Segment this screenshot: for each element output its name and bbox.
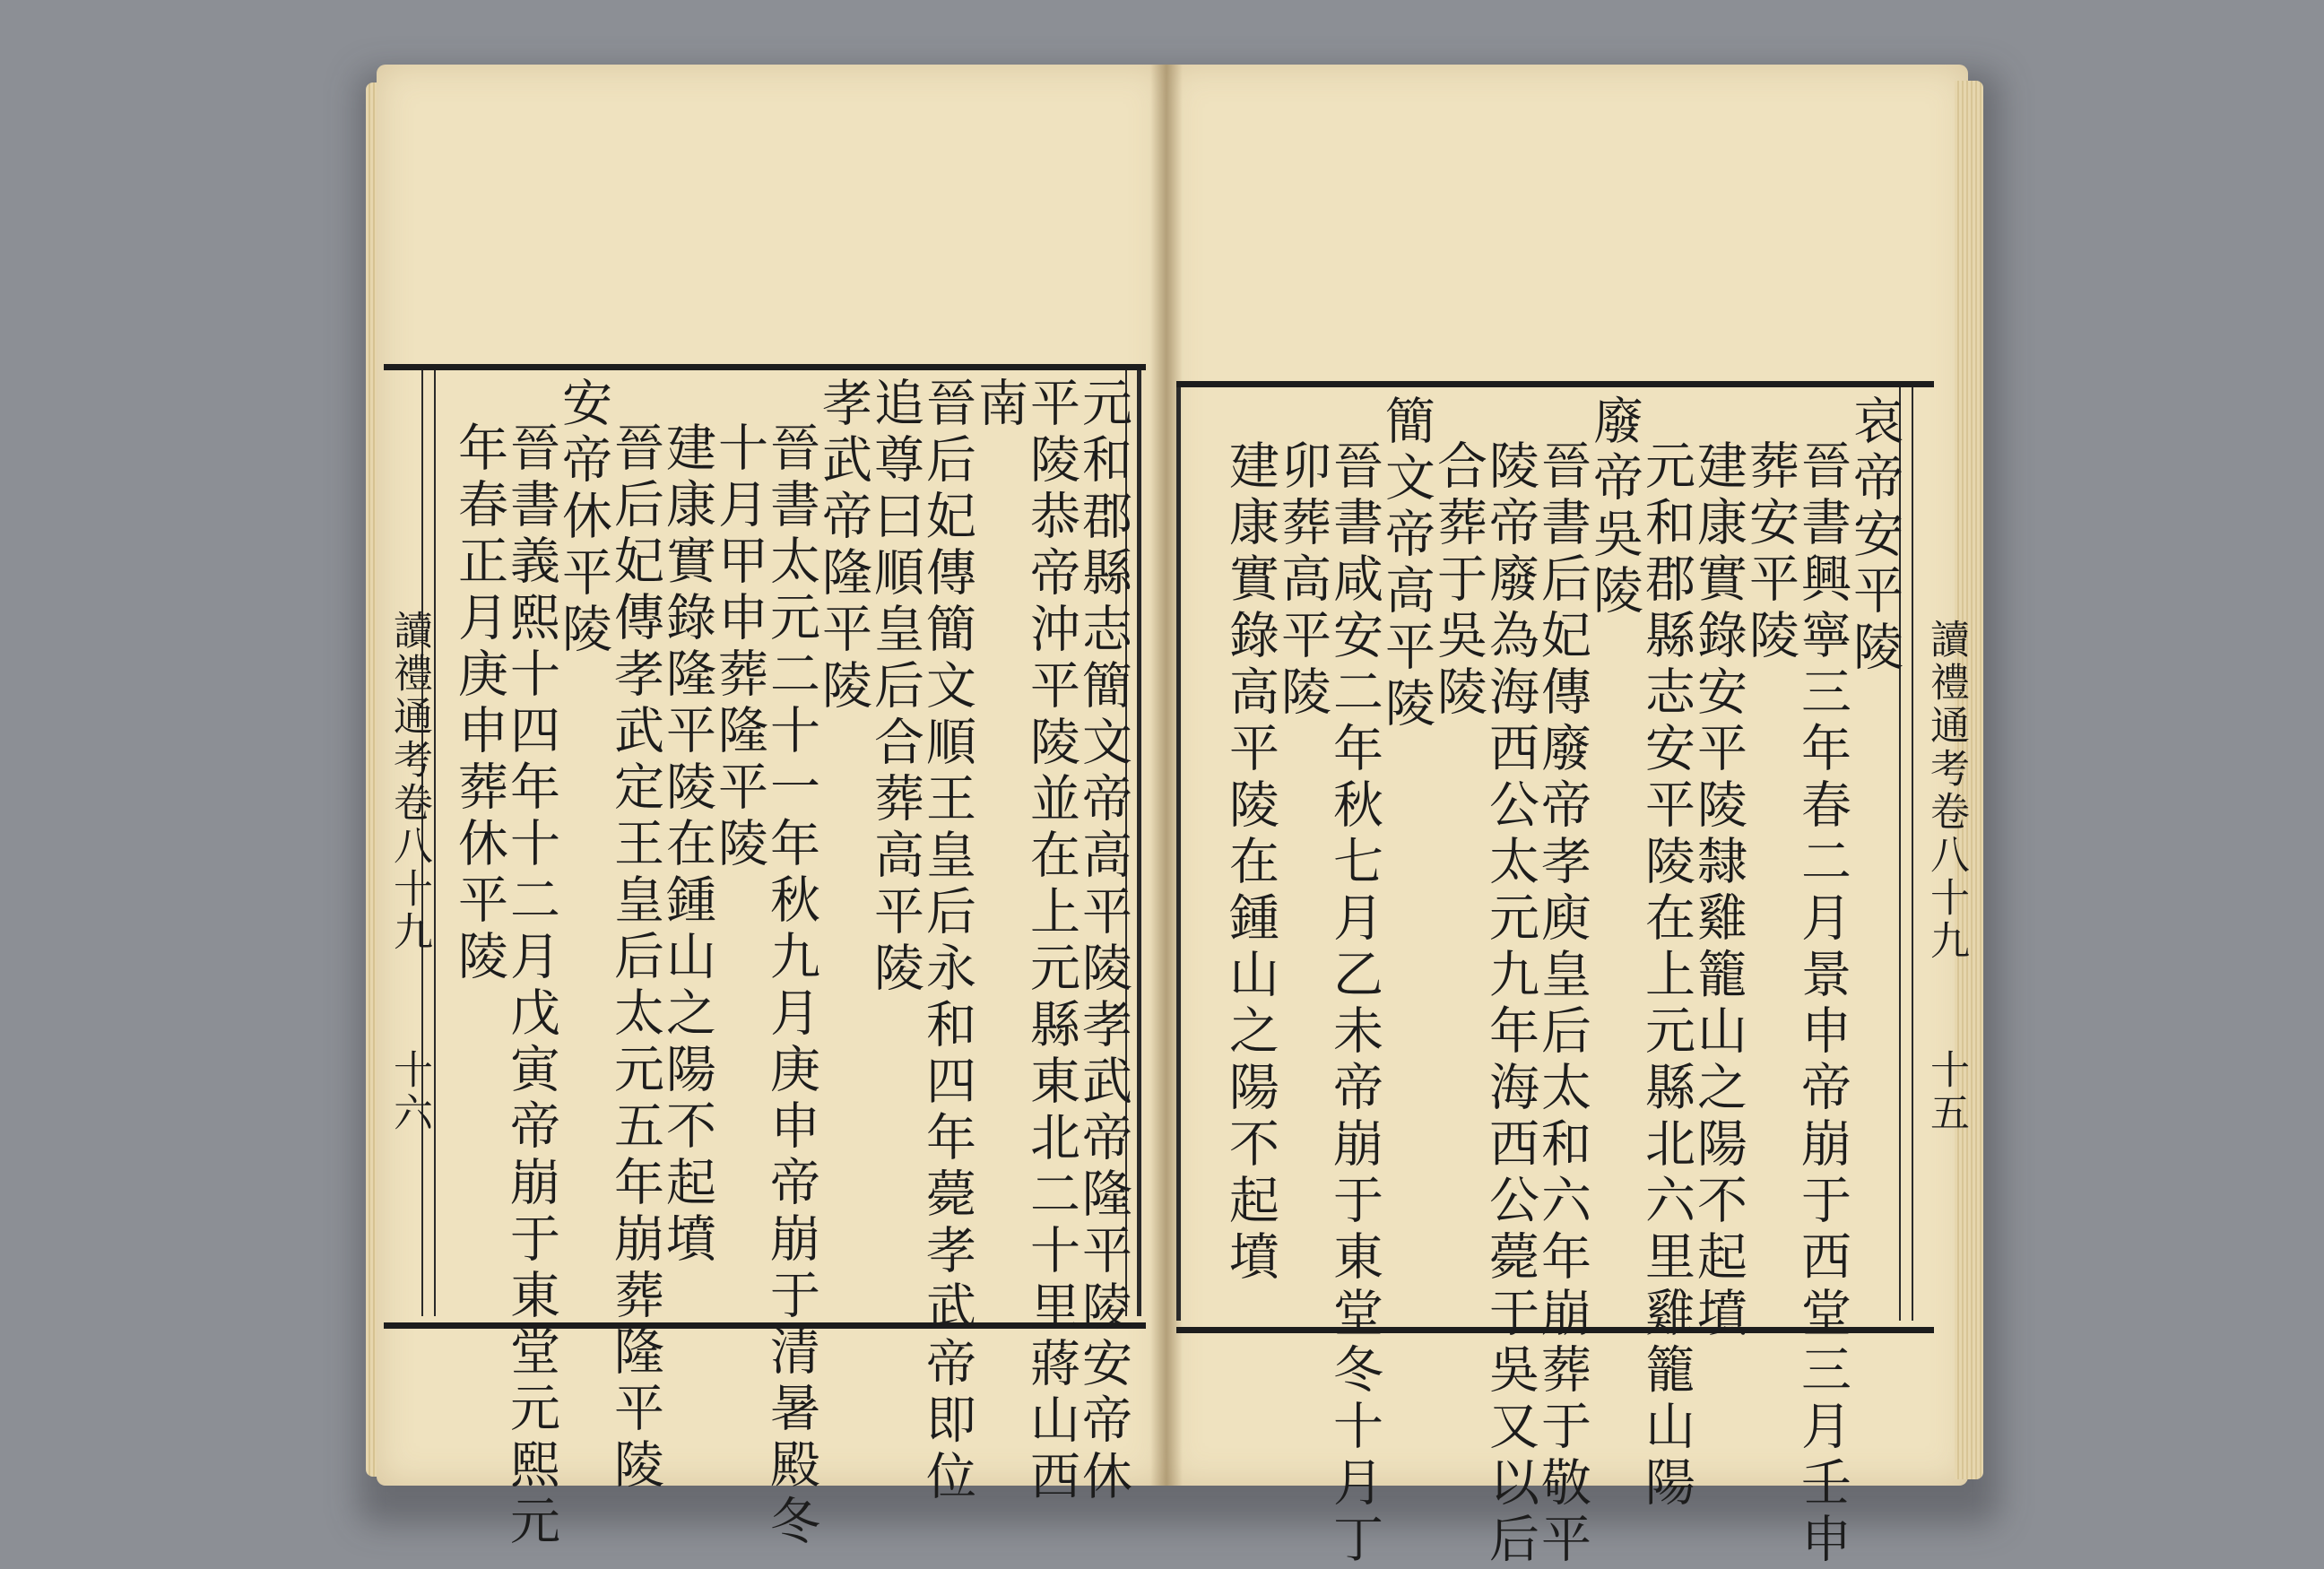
text-column: 晉書太元二十一年秋九月庚申帝崩于清暑殿冬 [762,421,820,1551]
text-column: 追尊曰順皇后合葬高平陵 [866,377,924,998]
text-column: 南 [970,377,1028,433]
text-column: 晉書后妃傳廢帝孝庾皇后太和六年崩葬于敬平 [1533,439,1591,1569]
text-column: 晉書興寧三年春二月景申帝崩于西堂三月壬申 [1793,439,1851,1569]
text-column: 合葬于吳陵 [1429,439,1487,722]
text-column: 晉后妃傳簡文順王皇后永和四年薨孝武帝即位 [918,377,976,1506]
section-heading: 哀帝安平陵 [1845,394,1903,677]
text-column: 晉書義熙十四年十二月戊寅帝崩于東堂元熙元 [502,421,560,1551]
section-heading: 簡文帝高平陵 [1377,394,1435,733]
right-outer-rule [1176,387,1181,1321]
text-column: 陵帝廢為海西公太元九年海西公薨于吳又以后 [1481,439,1539,1569]
folio-number: 十六 [386,1049,432,1135]
text-column: 十月甲申葬隆平陵 [710,421,768,873]
text-column: 建康實錄安平陵隸雞籠山之陽不起墳 [1689,439,1747,1343]
text-column: 晉書咸安二年秋七月乙未帝崩于東堂冬十月丁 [1325,439,1383,1569]
text-column: 元和郡縣志安平陵在上元縣北六里雞籠山陽 [1637,439,1695,1513]
section-heading: 孝武帝隆平陵 [814,377,872,715]
text-column: 葬安平陵 [1741,439,1799,665]
text-column: 平陵恭帝沖平陵並在上元縣東北二十里蔣山西 [1022,377,1080,1506]
text-column: 建康實錄高平陵在鍾山之陽不起墳 [1221,439,1279,1287]
fold-margin-title: 讀禮通考卷八十九 [386,610,432,954]
text-column: 元和郡縣志簡文帝高平陵孝武帝隆平陵安帝休 [1074,377,1132,1506]
section-heading: 安帝休平陵 [554,377,612,659]
left-outer-rule [1137,370,1141,1316]
right-fold-rule-2 [1912,387,1913,1321]
text-column: 建康實錄隆平陵在鍾山之陽不起墳 [658,421,716,1269]
text-column: 卯葬高平陵 [1273,439,1331,722]
fold-margin-title: 讀禮通考卷八十九 [1923,619,1969,963]
text-column: 晉后妃傳孝武定王皇后太元五年崩葬隆平陵 [606,421,664,1495]
section-heading: 廢帝吳陵 [1585,394,1643,620]
text-column: 年春正月庚申葬休平陵 [450,421,508,986]
folio-number: 十五 [1923,1049,1969,1135]
